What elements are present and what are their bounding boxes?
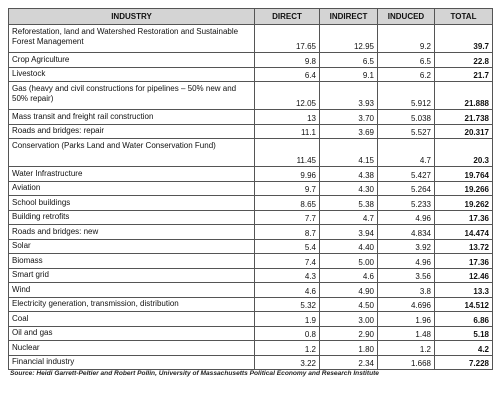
cell-direct: 8.7: [255, 225, 320, 240]
cell-industry: Roads and bridges: repair: [9, 124, 255, 139]
cell-industry: Financial industry: [9, 355, 255, 370]
cell-induced: 3.8: [378, 283, 435, 298]
cell-direct: 4.6: [255, 283, 320, 298]
cell-industry: Coal: [9, 312, 255, 327]
table-row: [9, 268, 493, 283]
table-row: [9, 167, 493, 182]
cell-industry: Solar: [9, 239, 255, 254]
table-row: [9, 355, 493, 370]
cell-total: 14.474: [435, 225, 493, 240]
cell-direct: 9.7: [255, 181, 320, 196]
cell-direct: 17.65: [255, 25, 320, 53]
cell-induced: 1.2: [378, 341, 435, 356]
cell-induced: 5.233: [378, 196, 435, 211]
table-row: [9, 67, 493, 82]
cell-total: 21.888: [435, 82, 493, 110]
cell-industry: Livestock: [9, 67, 255, 82]
cell-indirect: 1.80: [320, 341, 378, 356]
cell-industry: Nuclear: [9, 341, 255, 356]
cell-direct: 7.7: [255, 210, 320, 225]
cell-total: 5.18: [435, 326, 493, 341]
cell-induced: 5.527: [378, 124, 435, 139]
table-row: [9, 82, 493, 110]
jobs-table-container: [8, 8, 493, 370]
cell-induced: 5.038: [378, 110, 435, 125]
cell-total: 4.2: [435, 341, 493, 356]
table-row: [9, 326, 493, 341]
cell-industry: Reforestation, land and Watershed Restoration and Sustainable Forest Management: [9, 25, 255, 53]
table-row: [9, 225, 493, 240]
cell-industry: Gas (heavy and civil constructions for pipelines – 50% new and 50% repair): [9, 82, 255, 110]
cell-direct: 12.05: [255, 82, 320, 110]
table-row: [9, 181, 493, 196]
cell-total: 17.36: [435, 210, 493, 225]
cell-direct: 3.22: [255, 355, 320, 370]
cell-industry: Water Infrastructure: [9, 167, 255, 182]
cell-direct: 7.4: [255, 254, 320, 269]
table-row: [9, 139, 493, 167]
cell-direct: 0.8: [255, 326, 320, 341]
table-row: [9, 239, 493, 254]
cell-induced: 6.5: [378, 53, 435, 68]
cell-direct: 1.2: [255, 341, 320, 356]
cell-induced: 4.696: [378, 297, 435, 312]
cell-indirect: 3.00: [320, 312, 378, 327]
cell-indirect: 3.70: [320, 110, 378, 125]
cell-direct: 11.1: [255, 124, 320, 139]
cell-total: 6.86: [435, 312, 493, 327]
cell-induced: 9.2: [378, 25, 435, 53]
cell-indirect: 4.90: [320, 283, 378, 298]
cell-induced: 1.668: [378, 355, 435, 370]
header-indirect: INDIRECT: [320, 9, 378, 25]
cell-indirect: 4.50: [320, 297, 378, 312]
cell-direct: 4.3: [255, 268, 320, 283]
cell-direct: 6.4: [255, 67, 320, 82]
cell-indirect: 5.38: [320, 196, 378, 211]
table-row: [9, 210, 493, 225]
cell-total: 12.46: [435, 268, 493, 283]
cell-indirect: 4.15: [320, 139, 378, 167]
header-industry: INDUSTRY: [9, 9, 255, 25]
cell-total: 13.3: [435, 283, 493, 298]
cell-indirect: 2.90: [320, 326, 378, 341]
cell-indirect: 2.34: [320, 355, 378, 370]
cell-industry: Biomass: [9, 254, 255, 269]
cell-industry: Wind: [9, 283, 255, 298]
cell-total: 21.7: [435, 67, 493, 82]
table-row: [9, 283, 493, 298]
source-note: Source: Heidi Garrett-Peltier and Robert Pollin, University of Massachusetts Political Economy and Research Institute: [10, 370, 379, 377]
cell-industry: Smart grid: [9, 268, 255, 283]
cell-industry: Mass transit and freight rail construction: [9, 110, 255, 125]
cell-induced: 3.92: [378, 239, 435, 254]
table-row: [9, 53, 493, 68]
cell-total: 19.266: [435, 181, 493, 196]
cell-total: 14.512: [435, 297, 493, 312]
cell-induced: 6.2: [378, 67, 435, 82]
cell-indirect: 3.94: [320, 225, 378, 240]
cell-industry: School buildings: [9, 196, 255, 211]
cell-total: 17.36: [435, 254, 493, 269]
jobs-table: [8, 8, 493, 370]
table-row: [9, 25, 493, 53]
cell-induced: 5.912: [378, 82, 435, 110]
table-header-row: [9, 9, 493, 25]
cell-direct: 13: [255, 110, 320, 125]
cell-indirect: 12.95: [320, 25, 378, 53]
cell-industry: Electricity generation, transmission, distribution: [9, 297, 255, 312]
table-row: [9, 254, 493, 269]
cell-direct: 9.8: [255, 53, 320, 68]
cell-total: 19.764: [435, 167, 493, 182]
table-body: [9, 25, 493, 370]
cell-direct: 11.45: [255, 139, 320, 167]
cell-indirect: 3.69: [320, 124, 378, 139]
cell-direct: 5.4: [255, 239, 320, 254]
cell-total: 21.738: [435, 110, 493, 125]
cell-induced: 3.56: [378, 268, 435, 283]
header-induced: INDUCED: [378, 9, 435, 25]
cell-total: 13.72: [435, 239, 493, 254]
cell-industry: Crop Agriculture: [9, 53, 255, 68]
cell-indirect: 5.00: [320, 254, 378, 269]
cell-induced: 4.834: [378, 225, 435, 240]
cell-total: 39.7: [435, 25, 493, 53]
cell-direct: 1.9: [255, 312, 320, 327]
cell-direct: 9.96: [255, 167, 320, 182]
cell-total: 7.228: [435, 355, 493, 370]
cell-industry: Building retrofits: [9, 210, 255, 225]
table-row: [9, 110, 493, 125]
cell-total: 19.262: [435, 196, 493, 211]
cell-induced: 4.96: [378, 254, 435, 269]
cell-indirect: 4.7: [320, 210, 378, 225]
cell-indirect: 4.6: [320, 268, 378, 283]
cell-induced: 1.48: [378, 326, 435, 341]
cell-industry: Conservation (Parks Land and Water Conservation Fund): [9, 139, 255, 167]
cell-total: 20.317: [435, 124, 493, 139]
cell-total: 22.8: [435, 53, 493, 68]
table-row: [9, 124, 493, 139]
cell-industry: Aviation: [9, 181, 255, 196]
cell-indirect: 3.93: [320, 82, 378, 110]
table-row: [9, 297, 493, 312]
cell-induced: 4.96: [378, 210, 435, 225]
cell-induced: 5.264: [378, 181, 435, 196]
cell-indirect: 4.30: [320, 181, 378, 196]
cell-total: 20.3: [435, 139, 493, 167]
header-direct: DIRECT: [255, 9, 320, 25]
cell-indirect: 4.38: [320, 167, 378, 182]
cell-industry: Oil and gas: [9, 326, 255, 341]
cell-indirect: 4.40: [320, 239, 378, 254]
cell-induced: 1.96: [378, 312, 435, 327]
cell-direct: 8.65: [255, 196, 320, 211]
cell-induced: 5.427: [378, 167, 435, 182]
table-row: [9, 196, 493, 211]
cell-indirect: 6.5: [320, 53, 378, 68]
cell-industry: Roads and bridges: new: [9, 225, 255, 240]
cell-induced: 4.7: [378, 139, 435, 167]
cell-indirect: 9.1: [320, 67, 378, 82]
header-total: TOTAL: [435, 9, 493, 25]
table-row: [9, 341, 493, 356]
table-row: [9, 312, 493, 327]
cell-direct: 5.32: [255, 297, 320, 312]
